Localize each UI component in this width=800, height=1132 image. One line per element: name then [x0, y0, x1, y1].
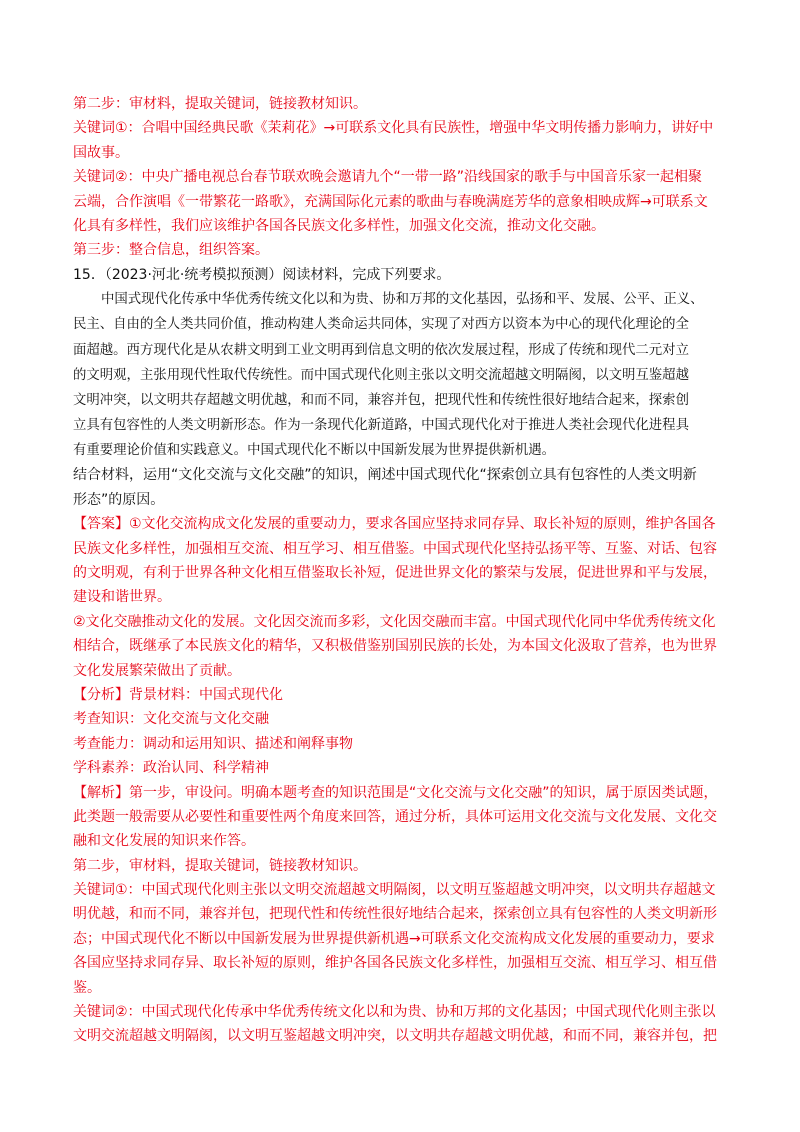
answer-line-4: 建设和谐世界。	[73, 589, 171, 606]
answer-line-3: 的文明观，有利于世界各种文化相互借鉴取长补短，促进世界文化的繁荣与发展，促进世界和平与发展，	[73, 565, 717, 581]
prompt-line-1: 结合材料，运用“文化交流与文化交融”的知识，阐述中国式现代化“探索创立具有包容性的人类文明新	[73, 467, 697, 484]
answer-line-2: 民族文化多样性，加强相互交流、相互学习、相互借鉴。中国式现代化坚持弘扬平等、互鉴、对话、包容	[73, 540, 717, 557]
analysis-line-3: 考查能力：调动和运用知识、描述和阐释事物	[73, 735, 353, 752]
passage-line-4: 的文明观，主张用现代性取代传统性。而中国式现代化则主张以文明交流超越文明隔阂，以文明互鉴超越	[73, 367, 689, 383]
step-two-line: 第二步：审材料，提取关键词，链接教材知识。	[73, 96, 367, 112]
keyword-one-line-2: 国故事。	[73, 144, 129, 161]
explanation-line-4: 第二步，审材料，提取关键词，链接教材知识。	[73, 857, 367, 874]
passage-line-7: 有重要理论价值和实践意义。中国式现代化不断以中国新发展为世界提供新机遇。	[73, 443, 556, 459]
explanation-line-6: 明优越，和而不同，兼容并包，把现代性和传统性很好地结合起来，探索创立具有包容性的人类文明新形	[73, 906, 717, 923]
explanation-line-5: 关键词①：中国式现代化则主张以文明交流超越文明隔阂，以文明互鉴超越文明冲突，以文明共存超越文	[73, 882, 716, 899]
passage-line-2: 民主、自由的全人类共同价值，推动构建人类命运共同体，实现了对西方以资本为中心的现代化理论的全	[73, 317, 689, 333]
explanation-text-1: 第一步，审设问。明确本题考查的知识范围是“文化交流与文化交融”的知识，属于原因类试题，	[129, 784, 718, 801]
analysis-label: 【分析】	[73, 686, 129, 703]
passage-line-1: 中国式现代化传承中华优秀传统文化以和为贵、协和万邦的文化基因，弘扬和平、发展、公平、正义、	[101, 292, 704, 308]
question-heading: 15．（2023·河北·统考模拟预测）阅读材料，完成下列要求。	[73, 266, 451, 283]
passage-line-5: 文明冲突，以文明共存超越文明优越，和而不同，兼容并包，把现代性和传统性很好地结合起来，探索创	[73, 392, 689, 408]
explanation-line-1	[73, 781, 729, 805]
prompt-line-2: 形态”的原因。	[73, 491, 165, 508]
explanation-line-3: 融和文化发展的知识来作答。	[73, 833, 255, 850]
keyword-two-line-1: 关键词②：中央广播电视总台春节联欢晚会邀请九个“一带一路”沿线国家的歌手与中国音乐家一起相聚	[73, 169, 703, 186]
step-three-line: 第三步：整合信息，组织答案。	[73, 242, 269, 259]
explanation-label: 【解析】	[73, 784, 129, 801]
answer-line-5: ②文化交融推动文化的发展。文化因交流而多彩，文化因交融而丰富。中国式现代化同中华优秀传统文化	[73, 613, 716, 630]
explanation-line-7: 态；中国式现代化不断以中国新发展为世界提供新机遇→可联系文化交流构成文化发展的重要动力，要求	[73, 930, 715, 947]
answer-line-6: 相结合，既继承了本民族文化的精华，又积极借鉴别国别民族的长处，为本国文化汲取了营养，也为世界	[73, 638, 717, 655]
analysis-line-4: 学科素养：政治认同、科学精神	[73, 760, 269, 777]
passage-line-6: 立具有包容性的人类文明新形态。作为一条现代化新道路，中国式现代化对于推进人类社会现代化进程具	[73, 418, 689, 434]
keyword-one-line-1: 关键词①：合唱中国经典民歌《茉莉花》→可联系文化具有民族性，增强中华文明传播力影响力，讲好中	[73, 120, 714, 137]
keyword-two-line-3: 化具有多样性，我们应该维护各国各民族文化多样性，加强文化交流，推动文化交融。	[73, 217, 605, 234]
answer-text-1: ①文化交流构成文化发展的重要动力，要求各国应坚持求同存异、取长补短的原则，维护各国各	[129, 516, 716, 533]
keyword-two-line-2: 云端，合作演唱《一带繁花一路歌》，充满国际化元素的歌曲与春晚满庭芳华的意象相映成辉→可联系文	[73, 193, 708, 210]
analysis-line-2: 考查知识：文化交流与文化交融	[73, 711, 269, 728]
analysis-text-1: 背景材料：中国式现代化	[129, 686, 283, 703]
explanation-line-9: 鉴。	[73, 979, 101, 996]
explanation-line-11: 文明交流超越文明隔阂，以文明互鉴超越文明冲突，以文明共存超越文明优越，和而不同，兼容并包，把	[73, 1028, 717, 1045]
document-content	[73, 92, 729, 1049]
analysis-line-1	[73, 683, 729, 707]
explanation-line-8: 各国应坚持求同存异、取长补短的原则，维护各国各民族文化多样性，加强相互交流、相互学习、相互借	[73, 955, 717, 972]
answer-line-7: 文化发展繁荣做出了贡献。	[73, 662, 241, 679]
explanation-line-10: 关键词②：中国式现代化传承中华优秀传统文化以和为贵、协和万邦的文化基因；中国式现代化则主张以	[73, 1004, 716, 1021]
explanation-line-2: 此类题一般需要从必要性和重要性两个角度来回答，通过分析，具体可运用文化交流与文化发展、文化交	[73, 808, 717, 825]
answer-label: 【答案】	[73, 516, 129, 533]
passage-line-3: 面超越。西方现代化是从农耕文明到工业文明再到信息文明的依次发展过程，形成了传统和现代二元对立	[73, 342, 689, 358]
answer-line-1	[73, 512, 729, 536]
